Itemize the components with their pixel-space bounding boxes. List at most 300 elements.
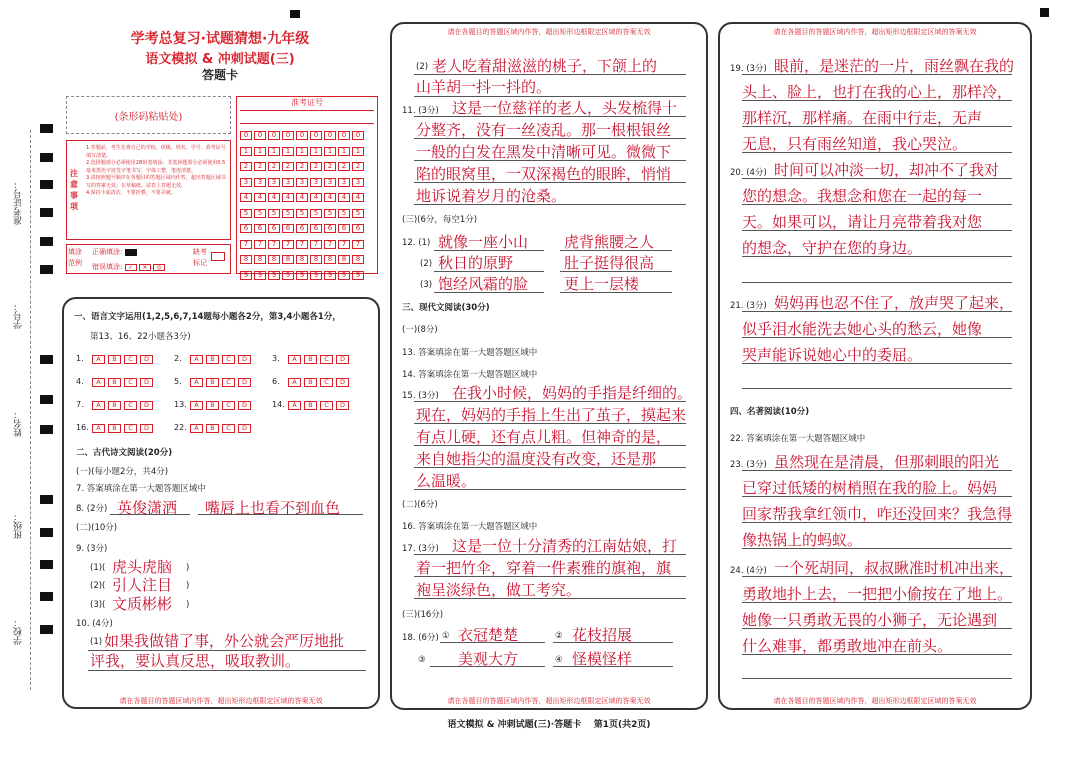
answer-line-text: 么温暖。: [416, 472, 477, 490]
mc-question: [272, 354, 352, 364]
digit-bubble[interactable]: 9: [268, 271, 280, 280]
digit-bubble[interactable]: 6: [268, 224, 280, 233]
digit-bubble[interactable]: 1: [254, 147, 266, 156]
mc-option-bubble[interactable]: C: [124, 378, 137, 387]
q9-3-label: (3)(: [90, 600, 106, 610]
mc-option-bubble[interactable]: B: [108, 401, 121, 410]
mc-option-bubble[interactable]: C: [124, 355, 137, 364]
q8-answer-a: 英俊潇洒: [117, 499, 178, 517]
part3-heading: (三)(6分，每空1分): [402, 215, 478, 225]
q13-text: 13. 答案填涂在第一大题答题区域中: [402, 348, 538, 358]
digit-row: [240, 190, 366, 206]
digit-bubble[interactable]: 2: [352, 162, 364, 171]
answer-line: [742, 256, 1012, 257]
digit-bubble[interactable]: 5: [352, 209, 364, 218]
mc-option-bubble[interactable]: D: [238, 355, 251, 364]
mc-option-bubble[interactable]: C: [124, 424, 137, 433]
mc-question-number: 1.: [76, 354, 84, 363]
digit-bubble[interactable]: 6: [240, 224, 252, 233]
answer-line-text: 眼前，是迷茫的一片，雨丝飘在我的: [774, 57, 1015, 75]
digit-row: [240, 159, 366, 175]
digit-row: [240, 237, 366, 253]
absent-label: 缺考标记: [193, 248, 207, 267]
answer-line-text: 在我小时候，妈妈的手指是纤细的。: [452, 384, 693, 402]
section1-heading-2: 第13、16、22小题各3分): [90, 332, 191, 342]
q10-2-line-2: 山羊胡一抖一抖的。: [416, 78, 552, 96]
digit-bubble[interactable]: 8: [296, 255, 308, 264]
q12-1-b: 虎背熊腰之人: [564, 233, 655, 251]
mc-option-bubble[interactable]: A: [92, 355, 105, 364]
q12-1-a: 就像一座小山: [438, 233, 529, 251]
answer-line-text: 一个死胡同，叔叔瞅准时机冲出来，: [774, 559, 1015, 577]
q10-label: 10. (4分): [76, 619, 113, 629]
answer-line-text: 妈妈再也忍不住了，放声哭了起来，: [774, 294, 1015, 312]
digit-bubble[interactable]: 9: [296, 271, 308, 280]
alignment-mark: [40, 153, 53, 162]
answer-line: [742, 152, 1012, 153]
digit-bubble[interactable]: 8: [338, 255, 350, 264]
section1-heading: 一、语言文字运用(1,2,5,6,7,14题每小题各2分，第3,4小题各1分，: [74, 312, 341, 322]
mc-question-number: 13.: [174, 400, 187, 409]
answer-line-text: 无息，只有雨丝知道，我心哭泣。: [742, 135, 968, 153]
q18-1-answer: 衣冠楚楚: [458, 626, 519, 644]
answer-line-text: 一般的白发在黑发中清晰可见。微微下: [416, 143, 672, 161]
mc-question-number: 14.: [272, 400, 285, 409]
digit-bubble[interactable]: 3: [324, 178, 336, 187]
digit-bubble[interactable]: 7: [254, 240, 266, 249]
alignment-mark: [40, 625, 53, 634]
digit-bubble[interactable]: 5: [324, 209, 336, 218]
digit-bubble[interactable]: 9: [310, 271, 322, 280]
q10-1-line-1: 如果我做错了事，外公就会严厉地批: [104, 632, 345, 650]
digit-bubble[interactable]: 2: [296, 162, 308, 171]
mc-option-bubble[interactable]: B: [108, 378, 121, 387]
mc-option-bubble[interactable]: B: [206, 355, 219, 364]
digit-bubble[interactable]: 4: [254, 193, 266, 202]
alignment-mark: [40, 425, 53, 434]
q11-label: 11. (3分): [402, 106, 439, 116]
mc-question: [76, 400, 156, 410]
digit-bubble[interactable]: 9: [324, 271, 336, 280]
mc-option-bubble[interactable]: C: [124, 401, 137, 410]
mc-option-bubble[interactable]: D: [140, 424, 153, 433]
q9-1-label: (1)(: [90, 563, 106, 573]
answer-line: [110, 514, 190, 515]
absent-box[interactable]: [211, 252, 225, 261]
mc-question: [272, 400, 352, 410]
q8-answer-b: 嘴唇上也看不到血色: [205, 499, 341, 517]
answer-line-text: 这是一位慈祥的老人，头发梳得十: [452, 99, 678, 117]
digit-bubble[interactable]: 0: [240, 131, 252, 140]
digit-bubble[interactable]: 6: [282, 224, 294, 233]
mc-option-bubble[interactable]: A: [190, 424, 203, 433]
digit-bubble[interactable]: 1: [268, 147, 280, 156]
mc-option-bubble[interactable]: D: [140, 401, 153, 410]
digit-bubble[interactable]: 0: [254, 131, 266, 140]
answer-line: [742, 496, 1012, 497]
q14-text: 14. 答案填涂在第一大题答题区域中: [402, 370, 538, 380]
fill-example-label: 填涂范例: [68, 248, 82, 267]
q12-2-label: (2): [420, 259, 433, 269]
digit-bubble[interactable]: 2: [310, 162, 322, 171]
digit-bubble[interactable]: 2: [324, 162, 336, 171]
answer-line: [414, 74, 686, 75]
digit-bubble[interactable]: 1: [240, 147, 252, 156]
section4-heading: 四、名著阅读(10分): [730, 407, 810, 417]
mc-option-bubble[interactable]: B: [108, 355, 121, 364]
answer-line: [553, 666, 673, 667]
digit-bubble[interactable]: 4: [282, 193, 294, 202]
digit-bubble[interactable]: 4: [240, 193, 252, 202]
digit-bubble[interactable]: 0: [268, 131, 280, 140]
mc-question: [174, 423, 254, 433]
digit-bubble[interactable]: 7: [296, 240, 308, 249]
digit-bubble[interactable]: 3: [338, 178, 350, 187]
q9-3-close: ): [186, 600, 190, 610]
q9-2-label: (2)(: [90, 581, 106, 591]
mc-option-bubble[interactable]: B: [108, 424, 121, 433]
answer-line-text: 时间可以冲淡一切，却冲不了我对: [774, 161, 1000, 179]
answer-line: [414, 445, 686, 446]
mc-question-number: 4.: [76, 377, 84, 386]
digit-bubble[interactable]: 2: [338, 162, 350, 171]
answer-line: [560, 250, 672, 251]
digit-bubble[interactable]: 0: [338, 131, 350, 140]
digit-bubble[interactable]: 4: [352, 193, 364, 202]
answer-line-text: 天。如果可以，请让月亮带着我对您: [742, 213, 983, 231]
answer-line: [742, 363, 1012, 364]
mc-option-bubble[interactable]: A: [190, 378, 203, 387]
digit-bubble[interactable]: 5: [254, 209, 266, 218]
fold-line: [30, 130, 31, 690]
digit-bubble[interactable]: 9: [254, 271, 266, 280]
q9-1-answer: 虎头虎脑: [112, 558, 173, 576]
q18-4-answer: 怪模怪样: [572, 650, 633, 668]
digit-bubble[interactable]: 3: [352, 178, 364, 187]
mc-question: [174, 400, 254, 410]
q18-2-label: ②: [555, 631, 563, 641]
mc-option-bubble[interactable]: D: [140, 355, 153, 364]
answer-line-text: 什么难事，都勇敢地冲在前头。: [742, 637, 953, 655]
mc-option-bubble[interactable]: D: [238, 378, 251, 387]
section3-part2: (二)(6分): [402, 500, 438, 510]
digit-bubble[interactable]: 6: [254, 224, 266, 233]
barcode-label: (条形码粘贴处): [114, 112, 183, 123]
exam-no-write-row: [240, 110, 374, 124]
mc-option-bubble[interactable]: B: [304, 355, 317, 364]
mc-option-bubble[interactable]: D: [238, 401, 251, 410]
answer-line: [414, 116, 686, 117]
digit-bubble[interactable]: 4: [296, 193, 308, 202]
mc-option-bubble[interactable]: A: [288, 401, 301, 410]
digit-bubble[interactable]: 7: [240, 240, 252, 249]
margin-label-school: 学校：: [14, 618, 24, 645]
digit-bubble[interactable]: 8: [268, 255, 280, 264]
digit-bubble[interactable]: 1: [324, 147, 336, 156]
mc-option-bubble[interactable]: C: [222, 401, 235, 410]
digit-bubble[interactable]: 5: [240, 209, 252, 218]
q9-3-answer: 文质彬彬: [112, 595, 173, 613]
mc-option-bubble[interactable]: D: [140, 378, 153, 387]
answer-line-text: 回家帮我拿红领巾，咋还没回来？我急得: [742, 505, 1013, 523]
digit-bubble[interactable]: 6: [338, 224, 350, 233]
boundary-notice: 请在各题目的答题区域内作答，超出矩形边框限定区域的答案无效: [773, 697, 977, 705]
q12-3-b: 更上一层楼: [564, 275, 640, 293]
mc-option-bubble[interactable]: B: [206, 401, 219, 410]
answer-line: [414, 554, 686, 555]
mc-option-bubble[interactable]: C: [222, 355, 235, 364]
q10-1-label: (1): [90, 637, 103, 647]
q7-text: 7. 答案填涂在第一大题答题区域中: [76, 484, 206, 494]
digit-bubble[interactable]: 8: [254, 255, 266, 264]
digit-bubble[interactable]: 7: [310, 240, 322, 249]
q15-label: 15. (3分): [402, 391, 439, 401]
answer-line: [742, 602, 1012, 603]
digit-bubble[interactable]: 5: [296, 209, 308, 218]
digit-bubble[interactable]: 5: [310, 209, 322, 218]
mc-option-bubble[interactable]: A: [288, 378, 301, 387]
digit-bubble[interactable]: 1: [310, 147, 322, 156]
digit-bubble[interactable]: 1: [296, 147, 308, 156]
answer-line-text: 她像一只勇敢无畏的小狮子，无论遇到: [742, 611, 998, 629]
mc-option-bubble[interactable]: A: [92, 424, 105, 433]
alignment-mark: [40, 592, 53, 601]
answer-line-text: 头上、脸上，也打在我的心上，那样冷，: [742, 83, 1013, 101]
answer-line: [440, 642, 545, 643]
digit-bubble[interactable]: 7: [282, 240, 294, 249]
digit-bubble[interactable]: 7: [268, 240, 280, 249]
digit-bubble[interactable]: 3: [282, 178, 294, 187]
answer-line: [198, 514, 363, 515]
section2-part1: (一)(每小题2分，共4分): [76, 467, 169, 477]
mc-option-bubble[interactable]: C: [320, 401, 333, 410]
mc-question-number: 2.: [174, 354, 182, 363]
card-label: 答题卡: [201, 68, 238, 82]
alignment-mark: [40, 237, 53, 246]
answer-line: [414, 401, 686, 402]
answer-line: [553, 642, 673, 643]
exam-no-digit-grid[interactable]: [240, 128, 366, 283]
answer-line: [434, 250, 544, 251]
q22-text: 22. 答案填涂在第一大题答题区域中: [730, 434, 866, 444]
notes-label: 注意事项: [70, 169, 78, 211]
mc-option-bubble[interactable]: D: [336, 401, 349, 410]
digit-bubble[interactable]: 1: [338, 147, 350, 156]
digit-bubble[interactable]: 6: [324, 224, 336, 233]
answer-line-text: 这是一位十分清秀的江南姑娘，打: [452, 537, 678, 555]
answer-line: [742, 548, 1012, 549]
alignment-mark: [40, 265, 53, 274]
digit-bubble[interactable]: 3: [268, 178, 280, 187]
mc-option-bubble[interactable]: C: [222, 378, 235, 387]
mc-question-number: 7.: [76, 400, 84, 409]
answer-line: [742, 628, 1012, 629]
alignment-mark: [40, 560, 53, 569]
answer-line: [742, 282, 1012, 283]
answer-line: [742, 204, 1012, 205]
mc-option-bubble[interactable]: A: [288, 355, 301, 364]
q12-3-label: (3): [420, 280, 433, 290]
digit-bubble[interactable]: 6: [352, 224, 364, 233]
answer-line: [742, 576, 1012, 577]
digit-bubble[interactable]: 5: [338, 209, 350, 218]
q18-3-label: ③: [418, 655, 426, 665]
answer-line: [414, 138, 686, 139]
digit-bubble[interactable]: 8: [240, 255, 252, 264]
margin-label-student-no: 学号：: [14, 302, 24, 329]
section2-heading: 二、古代诗文阅读(20分): [76, 448, 173, 458]
alignment-mark: [290, 10, 300, 18]
digit-bubble[interactable]: 2: [240, 162, 252, 171]
digit-bubble[interactable]: 3: [296, 178, 308, 187]
digit-bubble[interactable]: 0: [310, 131, 322, 140]
mc-question-number: 16.: [76, 423, 89, 432]
digit-bubble[interactable]: 8: [352, 255, 364, 264]
answer-line: [414, 598, 686, 599]
mc-option-bubble[interactable]: C: [320, 378, 333, 387]
q16-text: 16. 答案填涂在第一大题答题区域中: [402, 522, 538, 532]
answer-line: [88, 670, 366, 671]
answer-line: [742, 74, 1012, 75]
mc-option-bubble[interactable]: B: [206, 424, 219, 433]
digit-bubble[interactable]: 8: [282, 255, 294, 264]
q9-label: 9. (3分): [76, 544, 108, 554]
mc-option-bubble[interactable]: C: [320, 355, 333, 364]
q10-2-line-1: 老人吃着甜滋滋的桃子，下颌上的: [432, 57, 658, 75]
notes-text: 1.答题前，考生先将自己的学校、班级、姓名、学号、准考证号填写清楚。 2.选择题部分必须使用2B铅笔填涂；非选择题部分必须使用0.5毫米黑色字迹签字笔书写，字体工整，笔迹清楚。 3.请按照题号顺序在各题目的答题区域内作答，超出答题区域书写的答案无效；在草稿纸、试卷上答题无效。 4.保持卡面清洁，不要折叠，不要弄破。: [86, 145, 226, 196]
q17-label: 17. (3分): [402, 544, 439, 554]
q23-label: 23. (3分): [730, 460, 767, 470]
exam-no-label: 准考证号: [291, 98, 323, 107]
digit-bubble[interactable]: 0: [324, 131, 336, 140]
digit-bubble[interactable]: 0: [282, 131, 294, 140]
digit-bubble[interactable]: 4: [324, 193, 336, 202]
card-title: 学考总复习·试题猜想·九年级: [130, 31, 310, 47]
alignment-mark: [40, 395, 53, 404]
page-footer: 语文模拟 & 冲刺试题(三)·答题卡 第1页(共2页): [447, 720, 651, 730]
answer-line-text: 现在，妈妈的手指上生出了茧子，摸起来: [416, 406, 687, 424]
mc-option-bubble[interactable]: D: [336, 378, 349, 387]
digit-bubble[interactable]: 9: [352, 271, 364, 280]
mc-option-bubble[interactable]: C: [222, 424, 235, 433]
alignment-mark: [40, 180, 53, 189]
digit-bubble[interactable]: 3: [310, 178, 322, 187]
answer-line: [434, 292, 544, 293]
digit-bubble[interactable]: 8: [324, 255, 336, 264]
q12-3-a: 饱经风霜的脸: [438, 275, 529, 293]
digit-bubble[interactable]: 4: [310, 193, 322, 202]
digit-row: [240, 252, 366, 268]
mc-question: [174, 377, 254, 387]
digit-bubble[interactable]: 8: [310, 255, 322, 264]
answer-line: [430, 666, 545, 667]
digit-bubble[interactable]: 0: [352, 131, 364, 140]
answer-line: [560, 271, 672, 272]
margin-label-class: 班级：: [14, 512, 24, 539]
section2-part2: (二)(10分): [76, 523, 118, 533]
boundary-notice: 请在各题目的答题区域内作答，超出矩形边框限定区域的答案无效: [773, 28, 977, 36]
answer-line-text: 似乎泪水能洗去她心头的愁云，她像: [742, 320, 983, 338]
digit-bubble[interactable]: 3: [254, 178, 266, 187]
answer-line-text: 哭声能诉说她心中的委屈。: [742, 346, 923, 364]
answer-line: [434, 271, 544, 272]
alignment-mark: [1040, 8, 1049, 17]
mc-option-bubble[interactable]: B: [206, 378, 219, 387]
q18-label: 18. (6分): [402, 633, 439, 643]
digit-row: [240, 128, 366, 144]
digit-bubble[interactable]: 7: [324, 240, 336, 249]
answer-line: [414, 160, 686, 161]
answer-line-text: 的想念，守护在您的身边。: [742, 239, 923, 257]
mc-option-bubble[interactable]: B: [304, 401, 317, 410]
answer-line-text: 分整齐，没有一丝凌乱。那一根根银丝: [416, 121, 672, 139]
digit-bubble[interactable]: 0: [296, 131, 308, 140]
mc-question: [76, 354, 156, 364]
mc-option-bubble[interactable]: A: [190, 355, 203, 364]
q18-1-label: ①: [442, 631, 450, 641]
answer-line: [560, 292, 672, 293]
mc-option-bubble[interactable]: A: [92, 401, 105, 410]
boundary-notice: 请在各题目的答题区域内作答，超出矩形边框限定区域的答案无效: [447, 697, 651, 705]
mc-question: [272, 377, 352, 387]
mc-question: [76, 377, 156, 387]
answer-line: [414, 204, 686, 205]
mc-option-bubble[interactable]: A: [190, 401, 203, 410]
digit-bubble[interactable]: 1: [282, 147, 294, 156]
digit-bubble[interactable]: 6: [296, 224, 308, 233]
answer-line-text: 有点儿硬，还有点儿粗。但神奇的是，: [416, 428, 672, 446]
digit-bubble[interactable]: 2: [282, 162, 294, 171]
mc-option-bubble[interactable]: B: [304, 378, 317, 387]
digit-bubble[interactable]: 5: [282, 209, 294, 218]
digit-row: [240, 175, 366, 191]
digit-bubble[interactable]: 2: [254, 162, 266, 171]
digit-bubble[interactable]: 9: [338, 271, 350, 280]
answer-line-text: 虽然现在是清晨，但那刺眼的阳光: [774, 453, 1000, 471]
answer-line: [742, 178, 1012, 179]
digit-bubble[interactable]: 4: [268, 193, 280, 202]
digit-bubble[interactable]: 1: [352, 147, 364, 156]
digit-bubble[interactable]: 3: [240, 178, 252, 187]
answer-line-text: 袍呈淡绿色，做工考究。: [416, 581, 582, 599]
digit-bubble[interactable]: 5: [268, 209, 280, 218]
answer-line-text: 地诉说着岁月的沧桑。: [416, 187, 567, 205]
answer-line: [742, 100, 1012, 101]
digit-bubble[interactable]: 6: [310, 224, 322, 233]
boundary-notice: 请在各题目的答题区域内作答，超出矩形边框限定区域的答案无效: [447, 28, 651, 36]
q24-label: 24. (4分): [730, 566, 767, 576]
alignment-mark: [40, 355, 53, 364]
section3-heading: 三、现代文阅读(30分): [402, 303, 490, 313]
digit-bubble[interactable]: 2: [268, 162, 280, 171]
alignment-mark: [40, 528, 53, 537]
mc-option-bubble[interactable]: D: [238, 424, 251, 433]
digit-bubble[interactable]: 4: [338, 193, 350, 202]
mc-question-number: 5.: [174, 377, 182, 386]
card-subtitle: 语文模拟 & 冲刺试题(三): [145, 52, 295, 67]
mc-option-bubble[interactable]: D: [336, 355, 349, 364]
digit-bubble[interactable]: 9: [240, 271, 252, 280]
mc-question-number: 6.: [272, 377, 280, 386]
digit-bubble[interactable]: 9: [282, 271, 294, 280]
answer-line: [742, 678, 1012, 679]
mc-question-number: 22.: [174, 423, 187, 432]
answer-line: [742, 522, 1012, 523]
digit-bubble[interactable]: 7: [338, 240, 350, 249]
answer-line: [414, 467, 686, 468]
mc-option-bubble[interactable]: A: [92, 378, 105, 387]
digit-bubble[interactable]: 7: [352, 240, 364, 249]
